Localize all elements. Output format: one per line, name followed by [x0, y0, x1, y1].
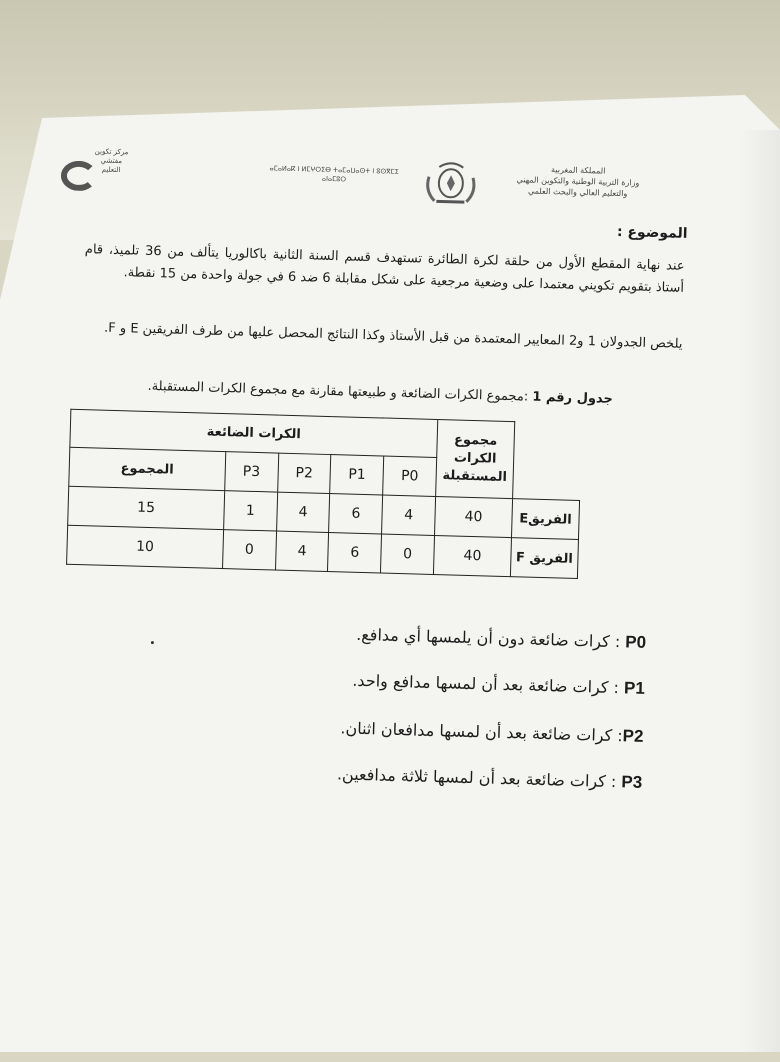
legend-text: كرات ضائعة دون أن يلمسها أي مدافع. [355, 624, 611, 651]
legend-item [340, 718, 644, 746]
legend-separator: : [611, 726, 623, 746]
subject-heading: الموضوع : [616, 223, 688, 242]
header-received-total: مجموع الكرات المستقبلة [436, 420, 515, 499]
header-p1: P1 [330, 455, 384, 495]
team-name: الفريقE [511, 499, 579, 540]
ministry-line-2: وزارة التربية الوطنية والتكوين المهني [516, 175, 640, 188]
received-count: 40 [433, 535, 511, 576]
p1-count: 6 [329, 494, 383, 534]
table-caption [98, 378, 613, 407]
legend-separator: : [605, 771, 622, 792]
p2-count: 4 [276, 492, 330, 532]
received-count: 40 [435, 496, 513, 537]
ministry-line-3: والتعليم العالي والبحث العلمي [527, 186, 628, 199]
legend-separator: : [609, 631, 626, 652]
tifinagh-ministry-name: ⴰⵎⴰⵍⴰⴽ ⵏ ⵍⵎⵖⵔⵉⴱ ⵜⴰⵎⴰⵡⴰⵙⵜ ⵏ ⵓⵙⴳⵎⵉ ⴰⵏⴰⵎⵓⵔ [269, 164, 399, 184]
table-caption-text: :مجموع الكرات الضائعة و طبيعتها مقارنة مع مجموع الكرات المستقبلة. [147, 378, 533, 405]
p0-count: 4 [382, 495, 436, 535]
header-total: المجموع [69, 447, 226, 490]
legend-code: P2 [622, 726, 644, 746]
legend-code: P1 [623, 678, 646, 698]
paragraph-context: عند نهاية المقطع الأول من حلقة لكرة الطائرة تستهدف قسم السنة الثانية باكالوريا يتألف من 36 تلميذ، قام أستاذ بتقويم تكويني معتمدا على وضعية مرجعية على شكل مقابلة 6 ضد 6 في جولة واحدة من 15 نقطة. [84, 242, 685, 296]
total-count: 15 [68, 486, 225, 529]
team-name: الفريق F [510, 538, 578, 579]
header-p2: P2 [277, 453, 331, 493]
ministry-line-1: المملكة المغربية [551, 165, 606, 176]
legend-item [352, 671, 645, 699]
results-table [66, 409, 582, 579]
header-p3: P3 [225, 452, 279, 492]
p3-count: 0 [222, 530, 276, 570]
p0-count: 0 [381, 534, 435, 574]
total-count: 10 [67, 525, 224, 568]
header-p0: P0 [383, 456, 437, 496]
training-center-logo [61, 146, 129, 192]
legend-code: P0 [625, 632, 647, 652]
p1-count: 6 [328, 533, 382, 573]
table-caption-number: جدول رقم 1 [532, 389, 614, 407]
coat-of-arms-icon [422, 157, 479, 207]
legend-text: كرات ضائعة بعد أن لمسها مدافعان اثنان. [340, 718, 613, 746]
legend-item [337, 764, 643, 793]
ministry-name [493, 162, 664, 200]
header-lost-balls: الكرات الضائعة [70, 409, 438, 457]
legend-item [356, 625, 646, 653]
legend-code: P3 [621, 772, 643, 792]
table-corner-2 [513, 460, 581, 501]
legend-text: كرات ضائعة بعد أن لمسها مدافع واحد. [352, 670, 609, 697]
logo-caption: مركز تكوين مفتشي التعليم [94, 147, 129, 175]
legend-text: كرات ضائعة بعد أن لمسها ثلاثة مدافعين. [336, 764, 607, 791]
legend-separator: : [608, 677, 625, 698]
paragraph-tables-intro: يلخص الجدولان 1 و2 المعايير المعتمدة من قبل الأستاذ وكذا النتائج المحصل عليها من طرف الفريقين E و F. [103, 320, 683, 352]
table-corner [514, 422, 582, 462]
p2-count: 4 [275, 531, 329, 571]
ink-dot [151, 641, 154, 644]
p3-count: 1 [223, 491, 277, 531]
